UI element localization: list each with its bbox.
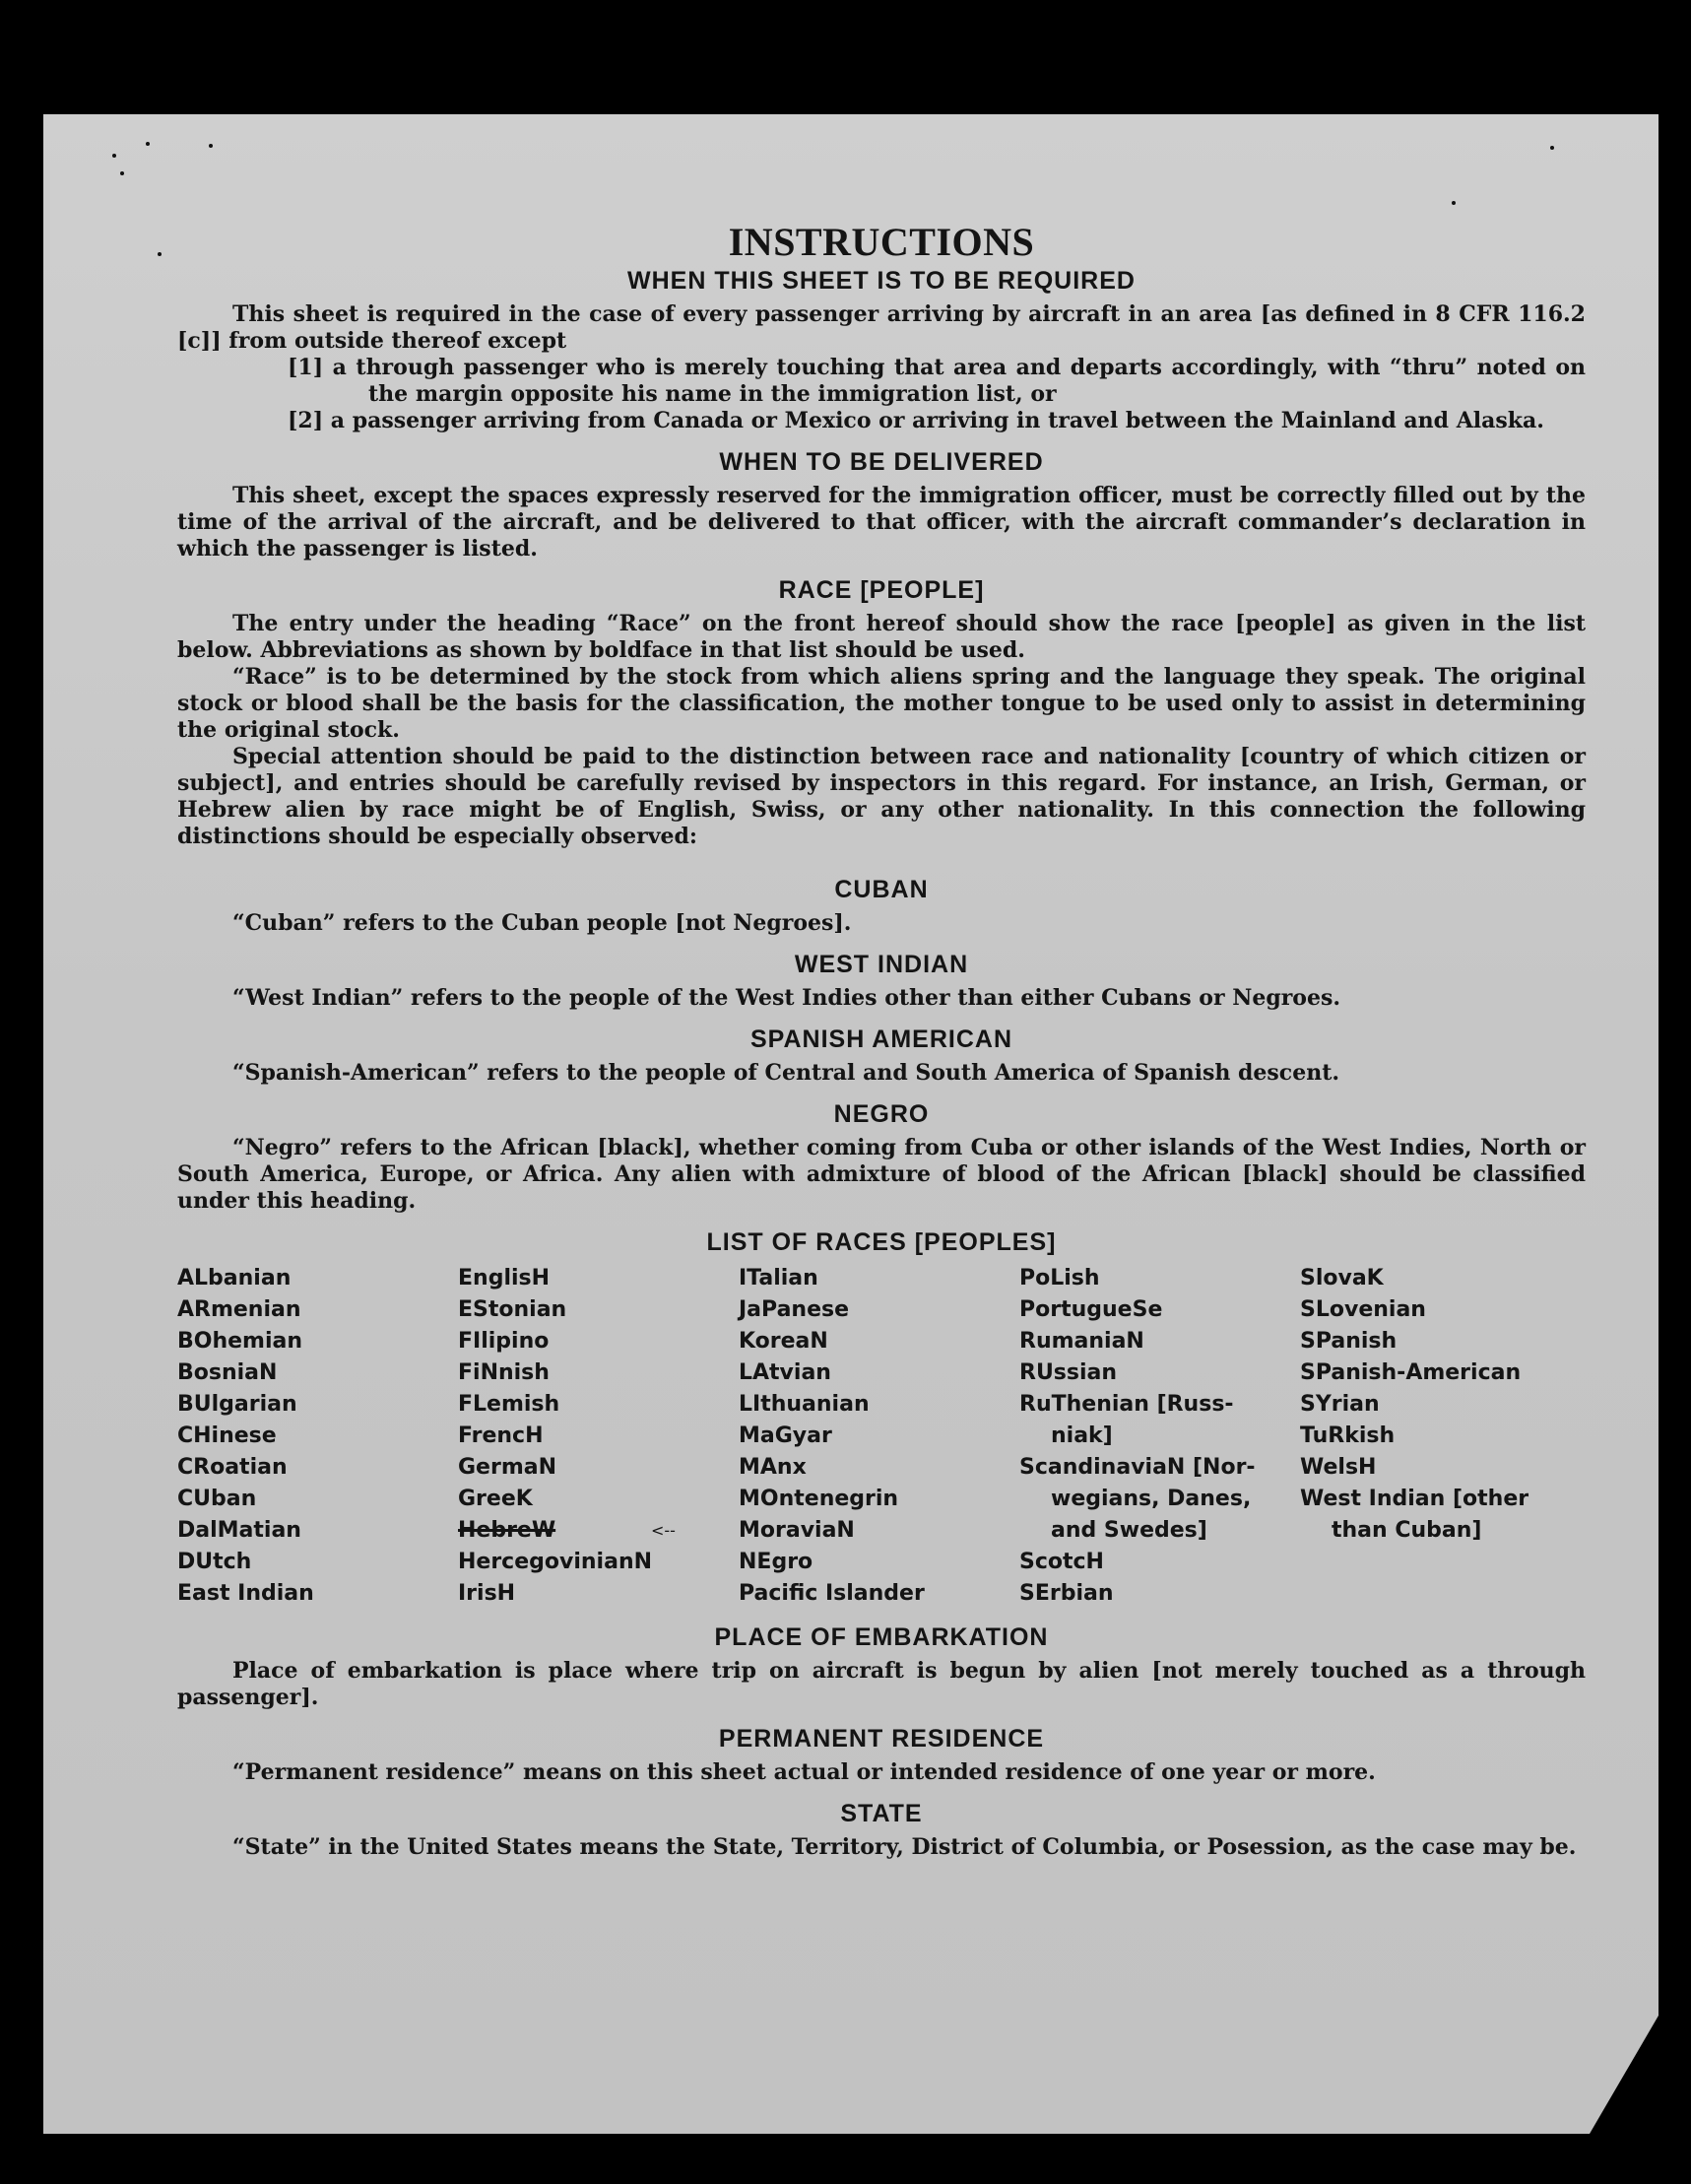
- race-entry-continuation: niak]: [1051, 1423, 1113, 1448]
- race-entry: FrencH: [458, 1423, 544, 1448]
- race-entry: ARmenian: [177, 1297, 301, 1322]
- race-entry: LAtvian: [739, 1360, 831, 1385]
- required-item-1: [1] a through passenger who is merely touching that area and departs accordingly, with “thru” noted on the margin opposite his name in the immigration list, or: [288, 355, 1586, 407]
- embarkation-text: Place of embarkation is place where trip on aircraft is begun by alien [not merely touched as a through passenger].: [177, 1658, 1586, 1710]
- required-intro: This sheet is required in the case of every passenger arriving by aircraft in an area [as defined in 8 CFR 116.2 [c]] from outside thereof except: [177, 301, 1586, 354]
- race-entry-continuation: than Cuban]: [1332, 1518, 1482, 1543]
- race-entry: East Indian: [177, 1581, 314, 1606]
- race-entry: West Indian [other: [1300, 1487, 1529, 1511]
- race-entry: GermaN: [458, 1455, 557, 1480]
- race-entry-continuation: wegians, Danes,: [1051, 1487, 1252, 1511]
- race-entry: IrisH: [458, 1581, 516, 1606]
- race-entry: SLovenian: [1300, 1297, 1426, 1322]
- heading-state: STATE: [840, 1800, 923, 1827]
- margin-arrow-mark: <--: [651, 1521, 676, 1540]
- race-entry: SPanish: [1300, 1329, 1398, 1354]
- heading-west-indian: WEST INDIAN: [794, 951, 969, 978]
- race-entry: MaGyar: [739, 1423, 832, 1448]
- race-entry: TuRkish: [1300, 1423, 1396, 1448]
- race-entry: DalMatian: [177, 1518, 301, 1543]
- page-title: INSTRUCTIONS: [728, 220, 1035, 264]
- heading-when-delivered: WHEN TO BE DELIVERED: [719, 448, 1044, 476]
- race-entry: LIthuanian: [739, 1392, 870, 1417]
- heading-spanish-american: SPANISH AMERICAN: [749, 1026, 1012, 1053]
- race-entry: FiNnish: [458, 1360, 550, 1385]
- race-entry: JaPanese: [739, 1297, 850, 1322]
- race-entry: EStonian: [458, 1297, 567, 1322]
- race-entry: Pacific Islander: [739, 1581, 925, 1606]
- race-entry: ScandinaviaN [Nor-: [1019, 1455, 1256, 1480]
- heading-cuban: CUBAN: [834, 876, 929, 903]
- race-entry: EnglisH: [458, 1266, 551, 1291]
- race-entry: RUssian: [1019, 1360, 1118, 1385]
- race-entry-struck-row: [458, 1515, 739, 1547]
- races-column-5: [1300, 1263, 1586, 1610]
- races-table: [177, 1263, 1586, 1610]
- race-entry: CHinese: [177, 1423, 277, 1448]
- race-entry: SYrian: [1300, 1392, 1380, 1417]
- race-entry: SPanish-American: [1300, 1360, 1522, 1385]
- race-entry: ScotcH: [1019, 1550, 1104, 1574]
- race-entry: PoLish: [1019, 1266, 1100, 1291]
- race-paragraph-3: Special attention should be paid to the distinction between race and nationality [country of which citizen or subject], and entries should be carefully revised by inspectors in this regard. For instance, an Irish, German, or Hebrew alien by race might be of English, Swiss, or any other nationality. In this connection the following distinctions should be especially observed:: [177, 744, 1586, 849]
- heading-permanent-residence: PERMANENT RESIDENCE: [718, 1725, 1045, 1753]
- race-entry: WelsH: [1300, 1455, 1377, 1480]
- race-entry: DUtch: [177, 1550, 252, 1574]
- cuban-text: “Cuban” refers to the Cuban people [not Negroes].: [232, 910, 852, 936]
- race-entry: GreeK: [458, 1487, 533, 1511]
- spanish-american-text: “Spanish-American” refers to the people of Central and South America of Spanish descent.: [232, 1060, 1340, 1086]
- document-sheet: [43, 114, 1658, 2134]
- required-item-2: [2] a passenger arriving from Canada or Mexico or arriving in travel between the Mainland and Alaska.: [288, 408, 1544, 433]
- race-entry: FLemish: [458, 1392, 560, 1417]
- race-entry: CRoatian: [177, 1455, 288, 1480]
- heading-place-of-embarkation: PLACE OF EMBARKATION: [714, 1623, 1049, 1651]
- race-entry: CUban: [177, 1487, 257, 1511]
- west-indian-text: “West Indian” refers to the people of the West Indies other than either Cubans or Negroes.: [232, 985, 1341, 1011]
- race-entry: MOntenegrin: [739, 1487, 899, 1511]
- races-column-4: [1019, 1263, 1300, 1610]
- race-entry: KoreaN: [739, 1329, 828, 1354]
- races-column-2: [458, 1263, 739, 1610]
- race-entry: FIlipino: [458, 1329, 550, 1354]
- race-entry: PortugueSe: [1019, 1297, 1163, 1322]
- heading-race: RACE [PEOPLE]: [778, 576, 985, 604]
- negro-text: “Negro” refers to the African [black], whether coming from Cuba or other islands of the West Indies, North or South America, Europe, or Africa. Any alien with admixture of blood of the African [black] should be classified under this heading.: [177, 1135, 1586, 1214]
- heading-list-of-races: LIST OF RACES [PEOPLES]: [706, 1228, 1057, 1256]
- residence-text: “Permanent residence” means on this sheet actual or intended residence of one year or more.: [232, 1759, 1376, 1785]
- race-entry: HercegovinianN: [458, 1550, 653, 1574]
- delivered-text: This sheet, except the spaces expressly reserved for the immigration officer, must be correctly filled out by the time of the arrival of the aircraft, and be delivered to that officer, with the aircraft commander’s declaration in which the passenger is listed.: [177, 483, 1586, 562]
- race-entry: ALbanian: [177, 1266, 292, 1291]
- race-entry: MAnx: [739, 1455, 807, 1480]
- race-entry: BOhemian: [177, 1329, 303, 1354]
- race-entry: SErbian: [1019, 1581, 1114, 1606]
- race-entry: RuThenian [Russ-: [1019, 1392, 1234, 1417]
- race-entry: RumaniaN: [1019, 1329, 1144, 1354]
- race-entry: MoraviaN: [739, 1518, 855, 1543]
- races-column-3: [739, 1263, 1019, 1610]
- instructions-content: [177, 219, 1586, 1861]
- race-entry-continuation: and Swedes]: [1051, 1518, 1207, 1543]
- race-paragraph-1: The entry under the heading “Race” on the front hereof should show the race [people] as given in the list below. Abbreviations as shown by boldface in that list should be used.: [177, 611, 1586, 663]
- race-entry-struck: HebreW: [458, 1518, 556, 1543]
- race-paragraph-2: “Race” is to be determined by the stock from which aliens spring and the language they speak. The original stock or blood shall be the basis for the classification, the mother tongue to be used only to assist in determining the original stock.: [177, 664, 1586, 743]
- folded-corner: [1590, 2016, 1658, 2134]
- race-entry: BosniaN: [177, 1360, 278, 1385]
- races-column-1: [177, 1263, 458, 1610]
- state-text: “State” in the United States means the State, Territory, District of Columbia, or Posession, as the case may be.: [232, 1834, 1577, 1860]
- heading-when-required: WHEN THIS SHEET IS TO BE REQUIRED: [627, 267, 1136, 295]
- race-entry: BUlgarian: [177, 1392, 297, 1417]
- race-entry: SlovaK: [1300, 1266, 1384, 1291]
- heading-negro: NEGRO: [833, 1100, 930, 1128]
- race-entry: NEgro: [739, 1550, 813, 1574]
- race-entry: ITalian: [739, 1266, 818, 1291]
